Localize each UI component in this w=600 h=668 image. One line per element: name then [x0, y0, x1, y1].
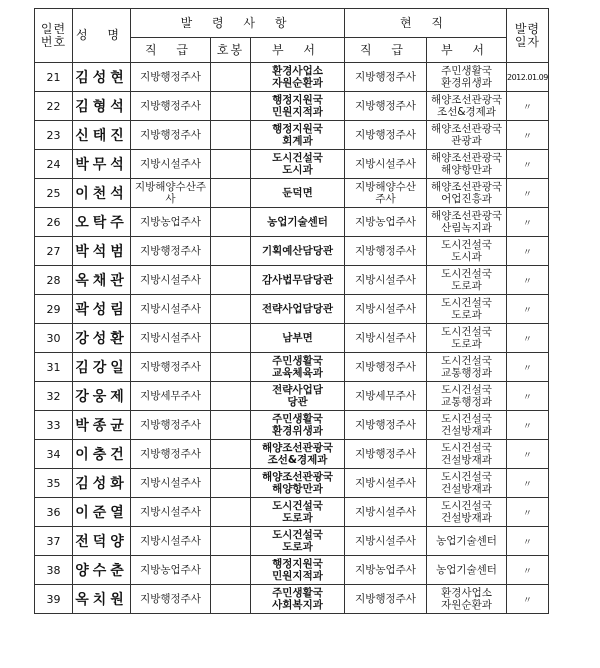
- current-dept-cell: 해양조선관광국 관광과: [427, 121, 507, 150]
- seq-cell: 22: [35, 92, 73, 121]
- seq-cell: 37: [35, 527, 73, 556]
- dept-cell: 감사법무담당관: [251, 266, 345, 295]
- header-row-top: [35, 9, 549, 38]
- grade-cell: 지방시설주사: [131, 527, 211, 556]
- table-row: [35, 266, 549, 295]
- current-dept-cell: 농업기술센터: [427, 527, 507, 556]
- current-dept-cell: 도시건설국 교통행정과: [427, 353, 507, 382]
- seq-cell: 31: [35, 353, 73, 382]
- dept-cell: 주민생활국 환경위생과: [251, 411, 345, 440]
- dept-cell: 주민생활국 사회복지과: [251, 585, 345, 614]
- date-cell: 〃: [507, 440, 549, 469]
- step-cell: [211, 585, 251, 614]
- current-dept-cell: 도시건설국 도로과: [427, 295, 507, 324]
- seq-cell: 23: [35, 121, 73, 150]
- current-dept-cell: 도시건설국 교통행정과: [427, 382, 507, 411]
- current-dept-cell: 도시건설국 건설방재과: [427, 440, 507, 469]
- step-cell: [211, 92, 251, 121]
- grade-cell: 지방농업주사: [131, 556, 211, 585]
- step-cell: [211, 266, 251, 295]
- grade-cell: 지방세무주사: [131, 382, 211, 411]
- name-cell: 옥치원: [73, 585, 131, 614]
- step-cell: [211, 469, 251, 498]
- step-cell: [211, 556, 251, 585]
- current-grade-cell: 지방해양수산 주사: [345, 179, 427, 208]
- date-cell: 〃: [507, 266, 549, 295]
- dept-cell: 전략사업담 당관: [251, 382, 345, 411]
- seq-cell: 27: [35, 237, 73, 266]
- table-row: [35, 150, 549, 179]
- table-row: [35, 208, 549, 237]
- name-cell: 오탁주: [73, 208, 131, 237]
- table-row: [35, 440, 549, 469]
- step-cell: [211, 324, 251, 353]
- step-cell: [211, 121, 251, 150]
- seq-cell: 35: [35, 469, 73, 498]
- step-cell: [211, 63, 251, 92]
- step-cell: [211, 150, 251, 179]
- grade-cell: 지방시설주사: [131, 295, 211, 324]
- table-row: [35, 382, 549, 411]
- current-grade-cell: 지방농업주사: [345, 208, 427, 237]
- dept-cell: 전략사업담당관: [251, 295, 345, 324]
- dept-cell: 도시건설국 도로과: [251, 498, 345, 527]
- table-row: [35, 63, 549, 92]
- grade-cell: 지방해양수산주사: [131, 179, 211, 208]
- current-grade-cell: 지방시설주사: [345, 498, 427, 527]
- dept-cell: 기획예산담당관: [251, 237, 345, 266]
- current-dept-cell: 도시건설국 도로과: [427, 324, 507, 353]
- date-cell: 〃: [507, 469, 549, 498]
- current-grade-cell: 지방농업주사: [345, 556, 427, 585]
- current-dept-cell: 도시건설국 도시과: [427, 237, 507, 266]
- dept-cell: 남부면: [251, 324, 345, 353]
- grade-cell: 지방행정주사: [131, 440, 211, 469]
- table-row: [35, 411, 549, 440]
- step-cell: [211, 179, 251, 208]
- name-cell: 김성현: [73, 63, 131, 92]
- current-dept-cell: 도시건설국 건설방재과: [427, 411, 507, 440]
- step-cell: [211, 382, 251, 411]
- current-grade-cell: 지방행정주사: [345, 237, 427, 266]
- current-grade-cell: 지방행정주사: [345, 353, 427, 382]
- step-cell: [211, 411, 251, 440]
- seq-cell: 38: [35, 556, 73, 585]
- header-seq: 일련 번호: [35, 9, 73, 63]
- current-dept-cell: 주민생활국 환경위생과: [427, 63, 507, 92]
- grade-cell: 지방행정주사: [131, 92, 211, 121]
- dept-cell: 농업기술센터: [251, 208, 345, 237]
- header-appointment: 발 령 사 항: [131, 9, 345, 38]
- current-dept-cell: 해양조선관광국 해양항만과: [427, 150, 507, 179]
- current-grade-cell: 지방세무주사: [345, 382, 427, 411]
- date-cell: 〃: [507, 498, 549, 527]
- current-grade-cell: 지방행정주사: [345, 440, 427, 469]
- grade-cell: 지방시설주사: [131, 498, 211, 527]
- grade-cell: 지방시설주사: [131, 150, 211, 179]
- seq-cell: 39: [35, 585, 73, 614]
- date-cell: 〃: [507, 92, 549, 121]
- name-cell: 전덕양: [73, 527, 131, 556]
- step-cell: [211, 498, 251, 527]
- date-cell: 〃: [507, 353, 549, 382]
- dept-cell: 도시건설국 도로과: [251, 527, 345, 556]
- current-dept-cell: 해양조선관광국 산림녹지과: [427, 208, 507, 237]
- seq-cell: 25: [35, 179, 73, 208]
- table-row: [35, 353, 549, 382]
- date-cell: 〃: [507, 179, 549, 208]
- current-grade-cell: 지방시설주사: [345, 469, 427, 498]
- grade-cell: 지방행정주사: [131, 353, 211, 382]
- seq-cell: 33: [35, 411, 73, 440]
- dept-cell: 환경사업소 자원순환과: [251, 63, 345, 92]
- date-cell: 〃: [507, 237, 549, 266]
- name-cell: 박종균: [73, 411, 131, 440]
- table-row: [35, 556, 549, 585]
- table-row: [35, 179, 549, 208]
- header-cur-grade: 직 급: [345, 38, 427, 63]
- seq-cell: 24: [35, 150, 73, 179]
- table-row: [35, 498, 549, 527]
- grade-cell: 지방행정주사: [131, 63, 211, 92]
- table-row: [35, 92, 549, 121]
- name-cell: 신태진: [73, 121, 131, 150]
- name-cell: 김형석: [73, 92, 131, 121]
- table-row: [35, 527, 549, 556]
- current-grade-cell: 지방시설주사: [345, 266, 427, 295]
- current-grade-cell: 지방시설주사: [345, 295, 427, 324]
- dept-cell: 행정지원국 회계과: [251, 121, 345, 150]
- header-grade: 직 급: [131, 38, 211, 63]
- current-grade-cell: 지방시설주사: [345, 324, 427, 353]
- table-row: [35, 295, 549, 324]
- name-cell: 강웅제: [73, 382, 131, 411]
- current-grade-cell: 지방시설주사: [345, 527, 427, 556]
- step-cell: [211, 208, 251, 237]
- current-grade-cell: 지방시설주사: [345, 150, 427, 179]
- grade-cell: 지방시설주사: [131, 266, 211, 295]
- date-cell: 〃: [507, 411, 549, 440]
- seq-cell: 32: [35, 382, 73, 411]
- name-cell: 이준열: [73, 498, 131, 527]
- header-step: 호봉: [211, 38, 251, 63]
- date-cell: 〃: [507, 585, 549, 614]
- date-cell: 2012.01.09: [507, 63, 549, 92]
- header-name: 성 명: [73, 9, 131, 63]
- header-cur-dept: 부 서: [427, 38, 507, 63]
- dept-cell: 둔덕면: [251, 179, 345, 208]
- header-date: 발령 일자: [507, 9, 549, 63]
- seq-cell: 34: [35, 440, 73, 469]
- current-dept-cell: 도시건설국 도로과: [427, 266, 507, 295]
- name-cell: 김성화: [73, 469, 131, 498]
- grade-cell: 지방행정주사: [131, 121, 211, 150]
- date-cell: 〃: [507, 150, 549, 179]
- seq-cell: 30: [35, 324, 73, 353]
- dept-cell: 도시건설국 도시과: [251, 150, 345, 179]
- name-cell: 박무석: [73, 150, 131, 179]
- name-cell: 강성환: [73, 324, 131, 353]
- table-row: [35, 121, 549, 150]
- seq-cell: 36: [35, 498, 73, 527]
- grade-cell: 지방행정주사: [131, 237, 211, 266]
- step-cell: [211, 527, 251, 556]
- grade-cell: 지방시설주사: [131, 324, 211, 353]
- current-grade-cell: 지방행정주사: [345, 92, 427, 121]
- current-dept-cell: 도시건설국 건설방재과: [427, 498, 507, 527]
- seq-cell: 28: [35, 266, 73, 295]
- table-row: [35, 585, 549, 614]
- current-dept-cell: 농업기술센터: [427, 556, 507, 585]
- table-row: [35, 469, 549, 498]
- dept-cell: 주민생활국 교육체육과: [251, 353, 345, 382]
- date-cell: 〃: [507, 208, 549, 237]
- name-cell: 곽성림: [73, 295, 131, 324]
- seq-cell: 21: [35, 63, 73, 92]
- step-cell: [211, 237, 251, 266]
- current-dept-cell: 해양조선관광국 어업진흥과: [427, 179, 507, 208]
- date-cell: 〃: [507, 121, 549, 150]
- table-body: [35, 63, 549, 614]
- seq-cell: 29: [35, 295, 73, 324]
- grade-cell: 지방행정주사: [131, 411, 211, 440]
- current-grade-cell: 지방행정주사: [345, 121, 427, 150]
- dept-cell: 해양조선관광국 해양항만과: [251, 469, 345, 498]
- current-grade-cell: 지방행정주사: [345, 63, 427, 92]
- name-cell: 이충건: [73, 440, 131, 469]
- name-cell: 옥채관: [73, 266, 131, 295]
- grade-cell: 지방행정주사: [131, 585, 211, 614]
- dept-cell: 해양조선관광국 조선&경제과: [251, 440, 345, 469]
- current-grade-cell: 지방행정주사: [345, 411, 427, 440]
- header-current: 현 직: [345, 9, 507, 38]
- date-cell: 〃: [507, 324, 549, 353]
- grade-cell: 지방시설주사: [131, 469, 211, 498]
- date-cell: 〃: [507, 382, 549, 411]
- header-dept: 부 서: [251, 38, 345, 63]
- date-cell: 〃: [507, 556, 549, 585]
- current-dept-cell: 해양조선관광국 조선&경제과: [427, 92, 507, 121]
- date-cell: 〃: [507, 527, 549, 556]
- name-cell: 양수춘: [73, 556, 131, 585]
- appointment-table: [34, 8, 549, 614]
- dept-cell: 행정지원국 민원지적과: [251, 556, 345, 585]
- name-cell: 박석범: [73, 237, 131, 266]
- name-cell: 김강일: [73, 353, 131, 382]
- step-cell: [211, 295, 251, 324]
- current-dept-cell: 환경사업소 자원순환과: [427, 585, 507, 614]
- dept-cell: 행정지원국 민원지적과: [251, 92, 345, 121]
- step-cell: [211, 353, 251, 382]
- seq-cell: 26: [35, 208, 73, 237]
- step-cell: [211, 440, 251, 469]
- date-cell: 〃: [507, 295, 549, 324]
- current-grade-cell: 지방행정주사: [345, 585, 427, 614]
- table-row: [35, 237, 549, 266]
- current-dept-cell: 도시건설국 건설방재과: [427, 469, 507, 498]
- table-row: [35, 324, 549, 353]
- name-cell: 이천석: [73, 179, 131, 208]
- grade-cell: 지방농업주사: [131, 208, 211, 237]
